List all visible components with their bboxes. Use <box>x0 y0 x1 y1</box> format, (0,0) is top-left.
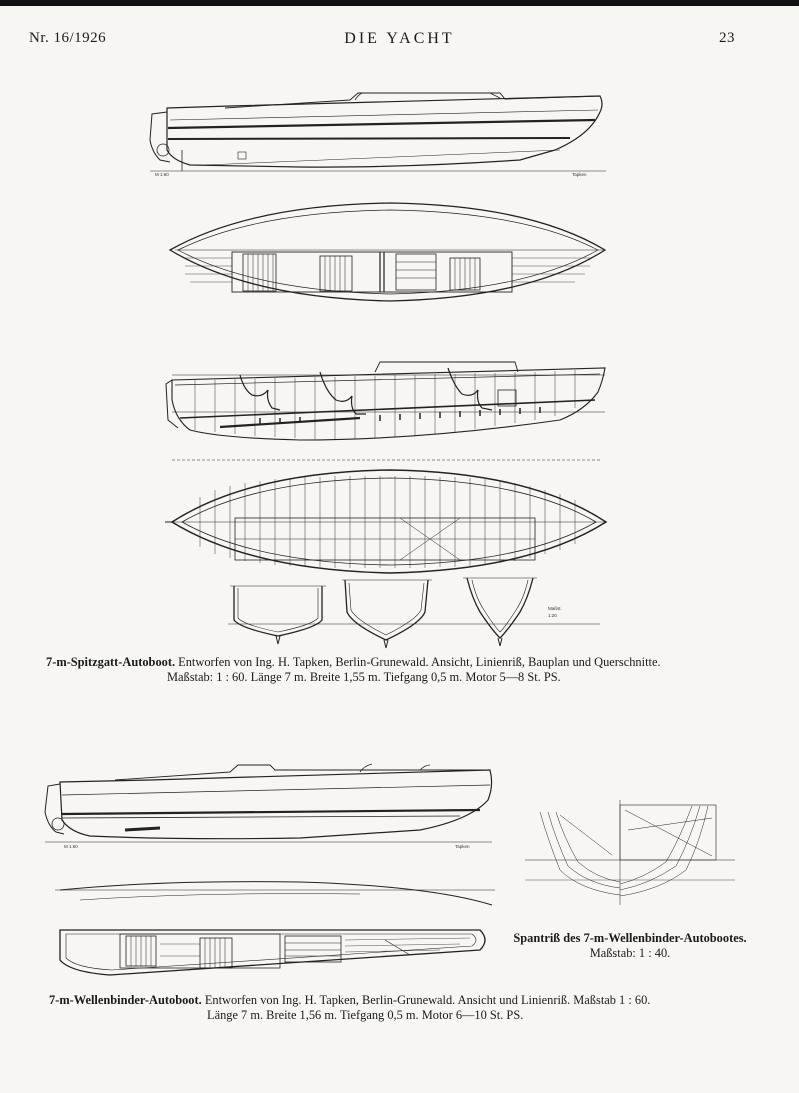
wellenbinder-lines-plan <box>55 882 495 975</box>
svg-text:M 1:60: M 1:60 <box>155 172 169 177</box>
cross-section-1 <box>230 586 326 644</box>
caption-spitzgatt-line1: Entworfen von Ing. H. Tapken, Berlin-Grunewald. Ansicht, Linienriß, Bauplan und Querschnitte. <box>178 655 661 669</box>
spitzgatt-construction-section <box>166 362 605 460</box>
spitzgatt-deck-plan <box>170 203 605 301</box>
caption-spantriss <box>500 931 760 960</box>
svg-text:Tapken: Tapken <box>572 172 587 177</box>
wellenbinder-side-view <box>45 764 492 849</box>
caption-wellenbinder-line1: Entworfen von Ing. H. Tapken, Berlin-Grunewald. Ansicht und Linienriß. Maßstab 1 : 60. <box>204 993 651 1007</box>
caption-wellenbinder-title: 7-m-Wellenbinder-Autoboot. <box>49 993 202 1007</box>
cross-section-3 <box>463 578 537 646</box>
spitzgatt-side-view <box>150 93 606 177</box>
caption-wellenbinder <box>49 993 769 1022</box>
caption-spitzgatt <box>46 655 766 684</box>
spitzgatt-framing-plan <box>165 470 606 573</box>
wellenbinder-body-plan <box>525 800 735 905</box>
caption-spitzgatt-line2: Maßstab: 1 : 60. Länge 7 m. Breite 1,55 m. Tiefgang 0,5 m. Motor 5—8 St. PS. <box>167 669 561 684</box>
cross-section-2 <box>342 580 432 648</box>
issue-number: Nr. 16/1926 <box>29 30 107 46</box>
svg-text:1:20: 1:20 <box>548 613 557 618</box>
caption-spantriss-scale: Maßstab: 1 : 40. <box>589 945 671 960</box>
svg-text:Maßst.: Maßst. <box>548 606 562 611</box>
caption-wellenbinder-line2: Länge 7 m. Breite 1,56 m. Tiefgang 0,5 m. Motor 6—10 St. PS. <box>207 1007 524 1022</box>
page-number: 23 <box>719 30 735 46</box>
spitzgatt-cross-sections <box>228 578 600 648</box>
caption-spitzgatt-title: 7-m-Spitzgatt-Autoboot. <box>46 655 176 669</box>
journal-title: DIE YACHT <box>344 30 455 47</box>
caption-spantriss-title: Spantriß des 7-m-Wellenbinder-Autobootes. <box>513 931 747 945</box>
svg-text:Tapken: Tapken <box>455 844 470 849</box>
svg-text:M 1:60: M 1:60 <box>64 844 78 849</box>
